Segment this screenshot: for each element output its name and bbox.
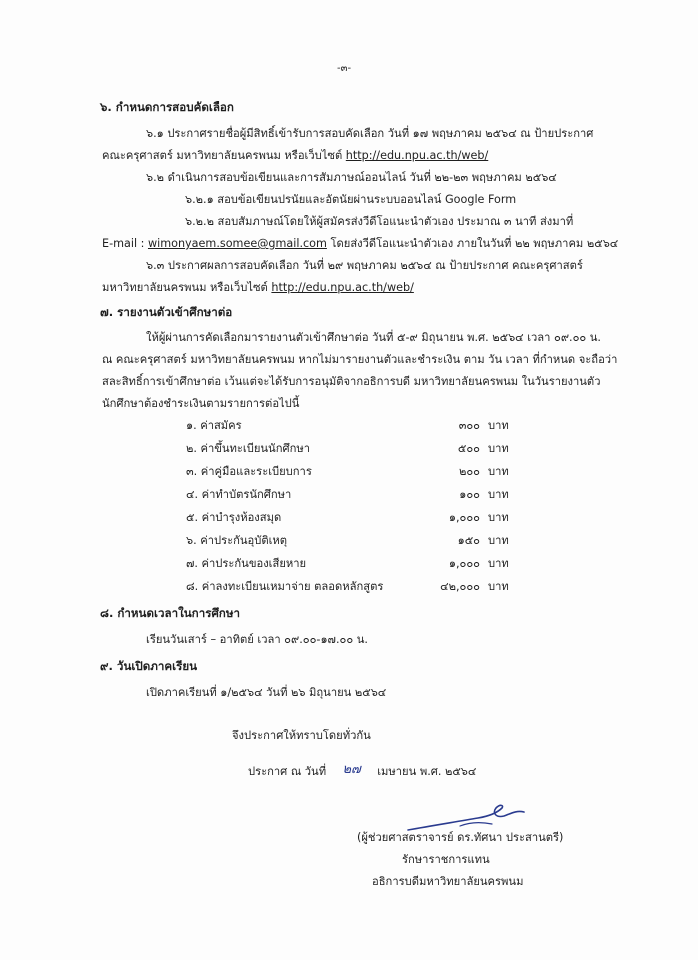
fee-item-name: ๒. ค่าขึ้นทะเบียนนักศึกษา: [186, 442, 311, 455]
section-6-heading: ๖. กำหนดการสอบคัดเลือก: [100, 100, 234, 114]
section-6-1-line-a: ๖.๑ ประกาศรายชื่อผู้มีสิทธิ์เข้ารับการสอบคัดเลือก วันที่ ๑๗ พฤษภาคม ๒๕๖๔ ณ ป้ายประกาศ: [146, 127, 594, 140]
announcement-date: [248, 764, 476, 779]
section-7-para-line-1: ให้ผู้ผ่านการคัดเลือกมารายงานตัวเข้าศึกษาต่อ วันที่ ๕-๙ มิถุนายน พ.ศ. ๒๕๖๔ เวลา ๐๙.๐๐ น.: [146, 331, 601, 344]
section-7-para-line-4: นักศึกษาต้องชำระเงินตามรายการต่อไปนี้: [102, 397, 300, 410]
section-6-1-text: คณะครุศาสตร์ มหาวิทยาลัยนครพนม หรือเว็บไซต์: [102, 149, 343, 162]
fee-item-unit: บาท: [488, 465, 509, 478]
section-7-heading: ๗. รายงานตัวเข้าศึกษาต่อ: [100, 305, 233, 319]
section-6-3-line-a: ๖.๓ ประกาศผลการสอบคัดเลือก วันที่ ๒๙ พฤษภาคม ๒๕๖๔ ณ ป้ายประกาศ คณะครุศาสตร์: [146, 259, 583, 272]
email-suffix: โดยส่งวีดีโอแนะนำตัวเอง ภายในวันที่ ๒๒ พฤษภาคม ๒๕๖๔: [330, 237, 619, 250]
section-6-2-line: ๖.๒ ดำเนินการสอบข้อเขียนและการสัมภาษณ์ออนไลน์ วันที่ ๒๒-๒๓ พฤษภาคม ๒๕๖๔: [146, 171, 557, 184]
section-8-body: เรียนวันเสาร์ – อาทิตย์ เวลา ๐๙.๐๐-๑๗.๐๐ น.: [146, 633, 368, 646]
email-link[interactable]: wimonyaem.somee@gmail.com: [147, 237, 327, 250]
section-8-heading: ๘. กำหนดเวลาในการศึกษา: [100, 606, 240, 620]
fee-item-unit: บาท: [488, 419, 509, 432]
fee-item-amount: ๑,๐๐๐: [448, 511, 480, 524]
date-suffix: เมษายน พ.ศ. ๒๕๖๔: [377, 765, 477, 778]
section-7-para-line-3: สละสิทธิ์การเข้าศึกษาต่อ เว้นแต่จะได้รับการอนุมัติจากอธิการบดี มหาวิทยาลัยนครพนม ในวันรายงานตัว: [102, 375, 601, 388]
fee-item-amount: ๓๐๐: [458, 419, 480, 432]
website-link[interactable]: http://edu.npu.ac.th/web/: [345, 149, 489, 162]
fee-item-name: ๖. ค่าประกันอุบัติเหตุ: [186, 534, 288, 547]
fee-item-unit: บาท: [488, 580, 509, 593]
section-7-para-line-2: ณ คณะครุศาสตร์ มหาวิทยาลัยนครพนม หากไม่มารายงานตัวและชำระเงิน ตาม วัน เวลา ที่กำหนด จะถือว่า: [102, 353, 618, 366]
fee-item-amount: ๕๐๐: [457, 442, 480, 455]
signer-name: (ผู้ช่วยศาสตราจารย์ ดร.ทัศนา ประสานตรี): [357, 831, 564, 844]
fee-item-amount: ๔๒,๐๐๐: [440, 580, 480, 593]
section-9-heading: ๙. วันเปิดภาคเรียน: [100, 659, 198, 673]
fee-item-name: ๘. ค่าลงทะเบียนเหมาจ่าย ตลอดหลักสูตร: [186, 580, 384, 593]
fee-item-name: ๗. ค่าประกันของเสียหาย: [186, 557, 307, 570]
announcement-line: จึงประกาศให้ทราบโดยทั่วกัน: [232, 729, 371, 742]
section-9-body: เปิดภาคเรียนที่ ๑/๒๕๖๔ วันที่ ๒๖ มิถุนายน ๒๕๖๔: [146, 686, 387, 699]
section-6-2-2-line: ๖.๒.๒ สอบสัมภาษณ์โดยให้ผู้สมัครส่งวีดีโอแนะนำตัวเอง ประมาณ ๓ นาที ส่งมาที่: [185, 215, 574, 228]
section-6-2-1-line: ๖.๒.๑ สอบข้อเขียนปรนัยและอัตนัยผ่านระบบออนไลน์ Google Form: [185, 193, 517, 206]
handwritten-day: ๒๗: [342, 762, 361, 777]
fee-item-unit: บาท: [488, 442, 509, 455]
fee-item-unit: บาท: [488, 488, 509, 501]
fee-item-amount: ๒๐๐: [458, 465, 480, 478]
website-link-2[interactable]: http://edu.npu.ac.th/web/: [271, 281, 414, 294]
signer-role: รักษาราชการแทน: [402, 853, 490, 866]
date-prefix: ประกาศ ณ วันที่: [248, 765, 327, 778]
fee-item-amount: ๑๐๐: [459, 488, 480, 501]
signer-title: อธิการบดีมหาวิทยาลัยนครพนม: [372, 875, 524, 888]
section-6-3-line-b: [102, 280, 414, 295]
section-6-1-line-b: [102, 148, 488, 163]
fee-item-amount: ๑,๐๐๐: [448, 557, 480, 570]
page-number: -๓-: [337, 63, 352, 74]
fee-item-unit: บาท: [488, 511, 509, 524]
fee-item-name: ๑. ค่าสมัคร: [186, 419, 242, 432]
fee-item-name: ๕. ค่าบำรุงห้องสมุด: [186, 511, 282, 524]
fee-item-name: ๓. ค่าคู่มือและระเบียบการ: [186, 465, 312, 478]
fee-item-amount: ๑๕๐: [457, 534, 480, 547]
fee-item-unit: บาท: [488, 557, 509, 570]
section-6-3-text: มหาวิทยาลัยนครพนม หรือเว็บไซต์: [102, 281, 268, 294]
email-line: [102, 236, 618, 251]
fee-item-name: ๔. ค่าทำบัตรนักศึกษา: [186, 488, 292, 501]
email-prefix: E-mail :: [102, 237, 145, 250]
fee-item-unit: บาท: [488, 534, 509, 547]
